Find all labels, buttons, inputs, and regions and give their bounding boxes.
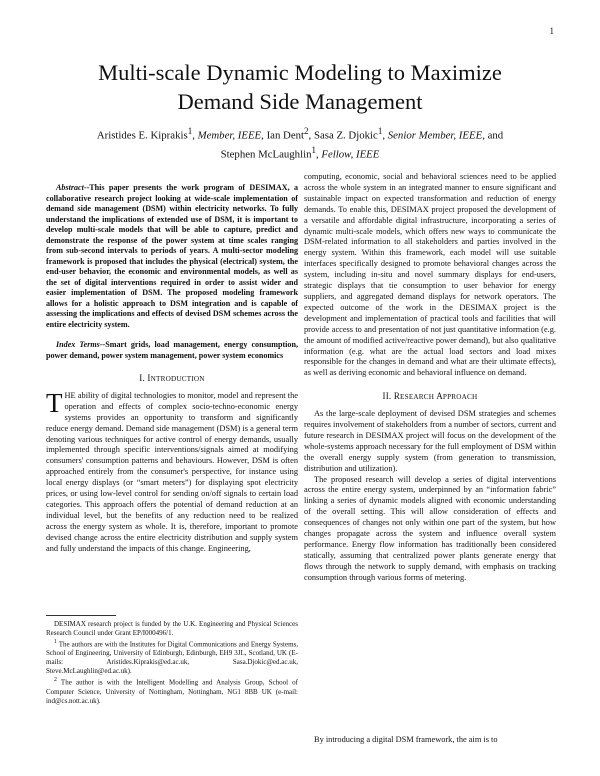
index-terms-label: Index Terms [56,340,100,349]
author-list [40,124,560,162]
footnotes [46,615,298,706]
title-line-2: Demand Side Management [177,89,423,114]
author-membership: Member, IEEE [197,129,262,142]
abstract [46,183,298,330]
body-paragraph-continued: By introducing a digital DSM framework, the aim is to [314,735,498,744]
footnote-divider [46,615,116,616]
left-column [46,183,298,555]
author-membership: Senior Member, IEEE [387,129,483,142]
page-number: 1 [549,26,554,36]
author-name: Ian Dent [266,129,305,142]
paper-title [40,58,560,116]
introduction-paragraph: THE ability of digital technologies to monitor, model and represent the operation and effects of complex socio-techno-economic energy systems provides an opportunity to transform and significantly reduce energy demand. Demand side management (DSM) is a general term denoting various techniques for active control of energy demands, usually implemented through specific interventions/signals aimed at modifying consumers' consumption patterns and behaviours. However, DSM is often approached entirely from the consumer's perspective, for instance using local energy displays (or “smart meters”) for displaying spot electricity prices, or using low-level control for sending on/off signals to certain load categories. This approach offers the potential of demand reduction at an individual level, but the benefits of any reduction need to be realized across the energy system as whole. It is, therefore, important to promote devised change across the entire electricity distribution and supply system and fully understand the impacts of this change. Engineering, [46,387,298,553]
section-heading-introduction: I. INTRODUCTION [139,373,205,383]
footnote-affiliation-2: $^2$ The author is with the Intelligent Modelling and Analysis Group, School of Computer Science, University of Nottingham, Nottingham, NG1 8BB UK (e-mail: ind@cs.nott.ac.uk). [46,677,298,705]
author-name: Aristides E. Kiprakis [96,129,188,142]
abstract-text: --This paper presents the work program of DESIMAX, a collaborative research project looking at wide-scale implementation of demand side management (DSM) within electricity networks. To fully understand the implications of extended use of DSM, it is important to develop multi-scale models that will be able to capture, predict and demonstrate the response of the power system at time scales ranging from sub-second intervals to periods of years. A multi-sector modeling framework is proposed that includes the physical (electrical) system, the end-user behavior, the economic and environmental models, as well as the set of digital interventions required in order to assist wider and easier implementation of DSM. The proposed modeling framework allows for a holistic approach to DSM integration and is capable of assessing the implications and effects of devised DSM schemes across the entire electricity system. [46,183,298,329]
author-affiliation-mark: 2 [304,126,309,136]
footnote-funding: DESIMAX research project is funded by the U.K. Engineering and Physical Sciences Research Council under Grant EP/I000496/1. [46,620,298,637]
authors-line-1: Aristides E. Kiprakis$^1$, Member, IEEE, Ian Dent$^2$, Sasa Z. Djokic$^1$, Senior Member, IEEE, and [96,126,504,142]
footnote-affiliation-1: $^1$ The authors are with the Institutes for Digital Communications and Energy Systems, School of Engineering, University of Edinburgh, Edinburgh, EH9 3JL, Scotland, UK (E-mails: Aristides.Kiprakis@ed.ac.uk, Sasa.Djokic@ed.ac.uk, Steve.McLaughlin@ed.ac.uk). [46,639,298,676]
body-paragraph: As the large-scale deployment of devised DSM strategies and schemes requires involvement of stakeholders from a number of sectors, current and future research in DESIMAX project will focus on the development of the whole-systems approach necessary for the full employment of DSM within the overall energy supply system (from generation to transmission, distribution and utilization). [304,409,556,473]
author-membership: Fellow, IEEE [321,148,380,161]
author-affiliation-mark: 1 [311,145,316,156]
index-terms-text: --Smart grids, load management, energy consumption, power demand, power system management, power system economics [46,340,299,360]
author-name: Stephen McLaughlin [220,148,312,161]
authors-line-2: Stephen McLaughlin$^1$, Fellow, IEEE [220,145,380,161]
body-paragraph: computing, economic, social and behavioral sciences need to be applied across the whole system in an integrated manner to ensure significant and sustainable impact on expected transformation and reduction of energy demands. To enable this, DESIMAX project proposed the development of a versatile and affordable digital infrastructure, incorporating a series of dynamic multi-scale models, which offers new ways to communicate the DSM-related information to all stakeholders and parties involved in the energy system. Within this framework, each model will use suitable interfaces specifically designed to promote behavioral changes across the system, including in-situ and novel summary displays for end-users, strategic displays that tie consumption to user behavior for energy suppliers, and aggregated demand displays for network operators. The expected outcome of the work in the DESIMAX project is the development and implementation of practical tools and facilities that will provide access to and presentation of not just quantitative information (e.g. the amount of modified active/reactive power demand), but also qualitative information (e.g. what are the actual load sectors and load mixes responsible for the changes in demand and what are their ultimate effects), as well as deriving economic and behavioral influence on demand. [304,172,556,378]
author-conjunction: , and [482,129,504,142]
title-line-1: Multi-scale Dynamic Modeling to Maximize [98,60,502,85]
author-affiliation-mark: 1 [187,126,193,136]
section-heading-research-approach: II. RESEARCH APPROACH [382,391,478,402]
author-name: Sasa Z. Djokic [313,129,378,142]
index-terms [46,340,298,361]
author-affiliation-mark: 1 [377,126,383,136]
body-paragraph: The proposed research will develop a series of digital interventions across the entire energy system, underpinned by an “information fabric” linking a series of dynamic models aligned with economic understanding of the overall setting. This will allow consideration of effects and consequences of changes not only within one part of the system, but how changes propagate across the system and influence overall system performance. Energy flow information has traditionally been considered statically, assuming that centralized power plants generate energy that flows through the network to supply demand, with emphasis on tracking consumption through various forms of metering. [304,474,556,582]
right-column [304,172,556,584]
abstract-label: Abstract [56,183,84,192]
